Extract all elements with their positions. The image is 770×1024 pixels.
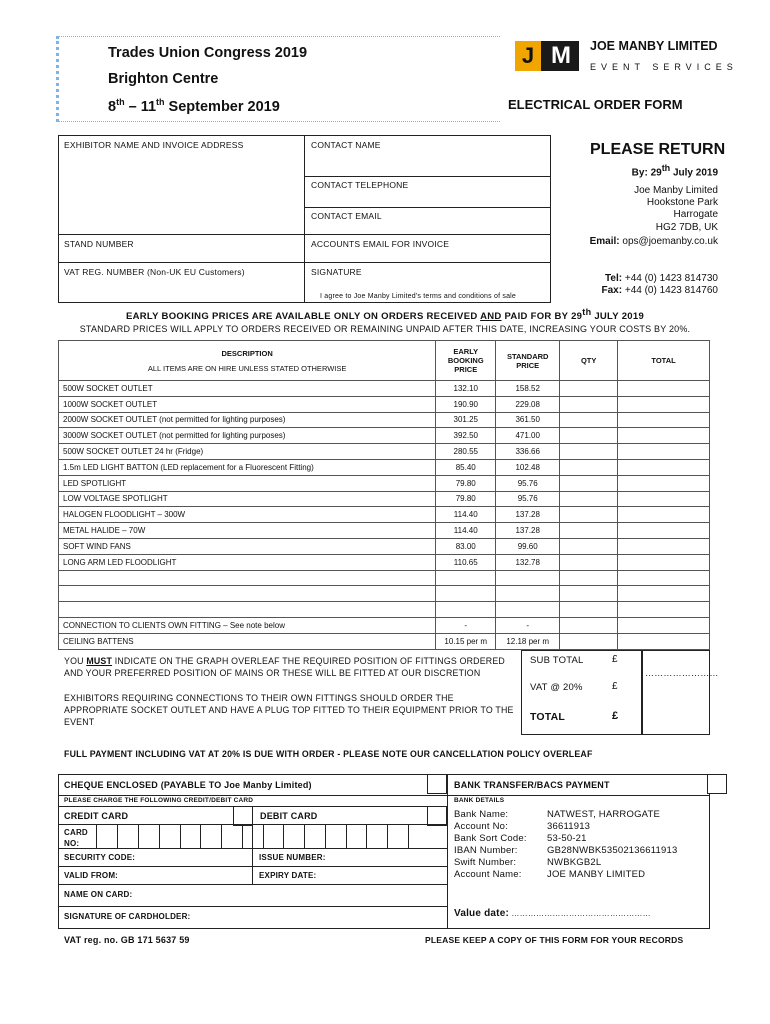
qty-input[interactable] <box>560 617 618 633</box>
table-row <box>59 396 710 412</box>
qty-input[interactable] <box>560 412 618 428</box>
early-price: 110.65 <box>436 554 496 570</box>
item-description: LOW VOLTAGE SPOTLIGHT <box>59 491 436 507</box>
grid-divider <box>58 866 447 867</box>
qty-input[interactable] <box>560 523 618 539</box>
total-input[interactable] <box>618 602 710 618</box>
contact-email-field[interactable]: CONTACT EMAIL <box>311 211 382 221</box>
card-digit-box[interactable] <box>159 824 181 849</box>
return-address-line: Hookstone Park <box>646 197 718 208</box>
standard-price-header: STANDARD PRICE <box>496 341 560 381</box>
card-digit-box[interactable] <box>138 824 160 849</box>
item-description: LED SPOTLIGHT <box>59 475 436 491</box>
qty-input[interactable] <box>560 538 618 554</box>
early-price-header: EARLY BOOKING PRICE <box>436 341 496 381</box>
total-input[interactable] <box>618 412 710 428</box>
credit-card-label: CREDIT CARD <box>64 811 129 821</box>
table-row <box>59 475 710 491</box>
item-description <box>59 586 436 602</box>
early-booking-notice: EARLY BOOKING PRICES ARE AVAILABLE ONLY ON ORDERS RECEIVED AND PAID FOR BY 29th JULY 2019 <box>125 307 645 323</box>
early-price: 85.40 <box>436 459 496 475</box>
bank-detail-key: Swift Number: <box>454 857 517 868</box>
debit-card-label: DEBIT CARD <box>260 811 318 821</box>
bank-detail-key: Account No: <box>454 821 508 832</box>
early-price: 301.25 <box>436 412 496 428</box>
bank-detail-value: 36611913 <box>547 821 591 832</box>
return-address-line: Joe Manby Limited <box>634 185 718 196</box>
total-input[interactable] <box>618 444 710 460</box>
card-digit-box[interactable] <box>221 824 243 849</box>
item-description: HALOGEN FLOODLIGHT – 300W <box>59 507 436 523</box>
grid-divider <box>447 774 448 929</box>
grid-divider <box>58 795 710 796</box>
card-digit-box[interactable] <box>117 824 139 849</box>
total-input[interactable] <box>618 381 710 397</box>
grid-divider <box>58 906 447 907</box>
cardholder-signature-field[interactable]: SIGNATURE OF CARDHOLDER: <box>64 912 191 921</box>
qty-input[interactable] <box>560 570 618 586</box>
card-digit-box[interactable] <box>180 824 201 849</box>
early-price <box>436 570 496 586</box>
please-return-title: PLEASE RETURN <box>590 141 726 158</box>
table-row <box>59 602 710 618</box>
qty-input[interactable] <box>560 396 618 412</box>
table-row <box>59 617 710 633</box>
qty-input[interactable] <box>560 602 618 618</box>
standard-price: 95.76 <box>496 475 560 491</box>
total-header: TOTAL <box>618 341 710 381</box>
payment-due-note: FULL PAYMENT INCLUDING VAT AT 20% IS DUE WITH ORDER - PLEASE NOTE OUR CANCELLATION POLICY OVERLEAF <box>64 749 593 759</box>
card-digit-box[interactable] <box>304 824 326 849</box>
card-digit-box[interactable] <box>263 824 284 849</box>
table-row <box>59 554 710 570</box>
table-row <box>59 538 710 554</box>
card-digit-box[interactable] <box>387 824 409 849</box>
item-description: LONG ARM LED FLOODLIGHT <box>59 554 436 570</box>
standard-price: - <box>496 617 560 633</box>
early-price: 114.40 <box>436 523 496 539</box>
bank-transfer-label: BANK TRANSFER/BACS PAYMENT <box>454 780 610 790</box>
bank-detail-value: JOE MANBY LIMITED <box>547 869 646 880</box>
bank-transfer-checkbox[interactable] <box>707 774 727 794</box>
bank-details-label: BANK DETAILS <box>454 797 505 804</box>
event-venue: Brighton Centre <box>108 71 219 87</box>
item-description: CONNECTION TO CLIENTS OWN FITTING – See note below <box>59 617 436 633</box>
fitting-position-note: YOU MUST INDICATE ON THE GRAPH OVERLEAF THE REQUIRED POSITION OF FITTINGS ORDERED AND YOUR PREFERRED POSITION OF MAINS OR THESE WILL BE FITTED AT OUR DISCRETION <box>64 656 505 678</box>
standard-price: 361.50 <box>496 412 560 428</box>
bank-detail-value: NATWEST, HARROGATE <box>547 809 661 820</box>
standard-price: 137.28 <box>496 507 560 523</box>
table-row <box>59 570 710 586</box>
issue-number-field[interactable]: ISSUE NUMBER: <box>259 853 326 862</box>
charge-card-label: PLEASE CHARGE THE FOLLOWING CREDIT/DEBIT CARD <box>64 797 254 804</box>
item-description: 2000W SOCKET OUTLET (not permitted for lighting purposes) <box>59 412 436 428</box>
standard-price: 336.66 <box>496 444 560 460</box>
item-description: 500W SOCKET OUTLET <box>59 381 436 397</box>
qty-input[interactable] <box>560 586 618 602</box>
total-input[interactable] <box>618 586 710 602</box>
card-digit-box[interactable] <box>283 824 305 849</box>
event-dates: 8th – 11th September 2019 <box>108 97 280 115</box>
signature-field[interactable]: SIGNATURE <box>311 267 362 277</box>
description-header: DESCRIPTION ALL ITEMS ARE ON HIRE UNLESS STATED OTHERWISE <box>59 341 436 381</box>
total-input[interactable] <box>618 396 710 412</box>
bank-detail-value: 53-50-21 <box>547 833 587 844</box>
card-digit-box[interactable] <box>200 824 222 849</box>
stand-number-field[interactable]: STAND NUMBER <box>64 239 134 249</box>
card-digit-box[interactable] <box>325 824 347 849</box>
bank-detail-key: Bank Sort Code: <box>454 833 527 844</box>
value-date-field[interactable]: Value date: …………………………………………… <box>454 908 651 919</box>
table-row <box>59 381 710 397</box>
total-input[interactable] <box>618 570 710 586</box>
item-description: 500W SOCKET OUTLET 24 hr (Fridge) <box>59 444 436 460</box>
table-row <box>59 586 710 602</box>
table-row <box>59 412 710 428</box>
early-price: 392.50 <box>436 428 496 444</box>
early-price: 83.00 <box>436 538 496 554</box>
standard-price: 471.00 <box>496 428 560 444</box>
total-input[interactable] <box>618 459 710 475</box>
bank-detail-key: IBAN Number: <box>454 845 518 856</box>
contact-telephone-field[interactable]: CONTACT TELEPHONE <box>311 180 409 190</box>
total-label: TOTAL <box>530 711 566 723</box>
early-price: 132.10 <box>436 381 496 397</box>
return-email[interactable]: Email: ops@joemanby.co.uk <box>589 236 718 247</box>
qty-input[interactable] <box>560 428 618 444</box>
total-input[interactable] <box>618 428 710 444</box>
grid-divider <box>58 234 551 235</box>
qty-input[interactable] <box>560 554 618 570</box>
company-subtitle: EVENT SERVICES <box>590 62 738 72</box>
items-price-table <box>58 340 710 650</box>
form-title: ELECTRICAL ORDER FORM <box>508 97 683 112</box>
standard-price: 12.18 per m <box>496 633 560 649</box>
company-logo: J M <box>515 41 579 71</box>
total-input[interactable] <box>618 617 710 633</box>
qty-input[interactable] <box>560 633 618 649</box>
total-currency: £ <box>612 710 619 722</box>
grid-divider <box>58 884 447 885</box>
standard-price <box>496 586 560 602</box>
standard-price: 99.60 <box>496 538 560 554</box>
cheque-label: CHEQUE ENCLOSED (PAYABLE TO Joe Manby Limited) <box>64 780 312 790</box>
card-digit-box[interactable] <box>366 824 388 849</box>
vat-registration: VAT reg. no. GB 171 5637 59 <box>64 935 190 945</box>
early-price: 280.55 <box>436 444 496 460</box>
qty-input[interactable] <box>560 491 618 507</box>
total-input[interactable] <box>618 554 710 570</box>
credit-card-checkbox[interactable] <box>233 806 253 826</box>
keep-copy-note: PLEASE KEEP A COPY OF THIS FORM FOR YOUR RECORDS <box>425 935 684 945</box>
early-price <box>436 602 496 618</box>
item-description: CEILING BATTENS <box>59 633 436 649</box>
company-name: JOE MANBY LIMITED <box>590 39 718 53</box>
item-description <box>59 602 436 618</box>
qty-input[interactable] <box>560 381 618 397</box>
grid-divider <box>58 262 551 263</box>
early-price: 190.90 <box>436 396 496 412</box>
exhibitor-address-field[interactable]: EXHIBITOR NAME AND INVOICE ADDRESS <box>64 140 244 150</box>
total-input[interactable] <box>618 475 710 491</box>
bank-detail-value: GB28NWBK53502136611913 <box>547 845 678 856</box>
standard-price: 132.78 <box>496 554 560 570</box>
standard-price: 95.76 <box>496 491 560 507</box>
item-description: SOFT WIND FANS <box>59 538 436 554</box>
table-row <box>59 428 710 444</box>
own-fittings-note: EXHIBITORS REQUIRING CONNECTIONS TO THEIR OWN FITTINGS SHOULD ORDER THE APPROPRIATE SOCKET OUTLET AND HAVE A PLUG TOP FITTED TO THEIR EQUIPMENT PRIOR TO THE EVENT <box>64 693 514 727</box>
early-price: 10.15 per m <box>436 633 496 649</box>
card-digit-box[interactable] <box>408 824 448 849</box>
grid-divider <box>304 135 305 303</box>
total-input[interactable] <box>618 491 710 507</box>
debit-card-checkbox[interactable] <box>427 806 447 826</box>
security-code-field[interactable]: SECURITY CODE: <box>64 853 136 862</box>
subtotal-label: SUB TOTAL <box>530 655 584 666</box>
terms-agreement: I agree to Joe Manby Limited's terms and conditions of sale <box>320 293 517 300</box>
bank-detail-key: Bank Name: <box>454 809 509 820</box>
vat-reg-field[interactable]: VAT REG. NUMBER (Non-UK EU Customers) <box>64 267 245 277</box>
card-digit-box[interactable] <box>242 824 264 849</box>
vat-currency: £ <box>612 681 618 692</box>
event-name: Trades Union Congress 2019 <box>108 45 308 61</box>
bank-detail-value: NWBKGB2L <box>547 857 602 868</box>
return-address-line: Harrogate <box>673 209 718 220</box>
item-description: 3000W SOCKET OUTLET (not permitted for lighting purposes) <box>59 428 436 444</box>
name-on-card-field[interactable]: NAME ON CARD: <box>64 890 133 899</box>
qty-header: QTY <box>560 341 618 381</box>
return-address-line: HG2 7DB, UK <box>655 222 718 233</box>
qty-input[interactable] <box>560 475 618 491</box>
item-description: 1.5m LED LIGHT BATTON (LED replacement for a Fluorescent Fitting) <box>59 459 436 475</box>
card-digit-box[interactable] <box>346 824 367 849</box>
total-input[interactable] <box>618 633 710 649</box>
totals-value-box[interactable] <box>642 650 710 735</box>
valid-from-field[interactable]: VALID FROM: <box>64 871 119 880</box>
total-input[interactable] <box>618 507 710 523</box>
expiry-date-field[interactable]: EXPIRY DATE: <box>259 871 317 880</box>
total-input[interactable] <box>618 538 710 554</box>
return-fax: Fax: +44 (0) 1423 814760 <box>601 285 718 296</box>
qty-input[interactable] <box>560 507 618 523</box>
table-row <box>59 459 710 475</box>
contact-name-field[interactable]: CONTACT NAME <box>311 140 381 150</box>
grid-divider <box>304 207 551 208</box>
table-row <box>59 491 710 507</box>
card-digit-box[interactable] <box>96 824 118 849</box>
subtotal-currency: £ <box>612 654 618 665</box>
item-description: METAL HALIDE – 70W <box>59 523 436 539</box>
accounts-email-field[interactable]: ACCOUNTS EMAIL FOR INVOICE <box>311 239 450 249</box>
table-row <box>59 633 710 649</box>
standard-price: 102.48 <box>496 459 560 475</box>
standard-price-notice: STANDARD PRICES WILL APPLY TO ORDERS RECEIVED OR REMAINING UNPAID AFTER THIS DATE, INCREASING YOUR COSTS BY 20%. <box>79 324 691 334</box>
early-price <box>436 586 496 602</box>
standard-price: 158.52 <box>496 381 560 397</box>
qty-input[interactable] <box>560 444 618 460</box>
table-row <box>59 444 710 460</box>
return-telephone: Tel: +44 (0) 1423 814730 <box>605 273 718 284</box>
standard-price: 229.08 <box>496 396 560 412</box>
cheque-checkbox[interactable] <box>427 774 447 794</box>
table-row <box>59 523 710 539</box>
return-deadline: By: 29th July 2019 <box>631 163 718 179</box>
item-description: 1000W SOCKET OUTLET <box>59 396 436 412</box>
early-price: - <box>436 617 496 633</box>
early-price: 79.80 <box>436 491 496 507</box>
standard-price <box>496 602 560 618</box>
qty-input[interactable] <box>560 459 618 475</box>
card-number-label: CARD NO: <box>64 828 88 848</box>
standard-price <box>496 570 560 586</box>
early-price: 114.40 <box>436 507 496 523</box>
item-description <box>59 570 436 586</box>
standard-price: 137.28 <box>496 523 560 539</box>
grid-divider <box>304 176 551 177</box>
table-row <box>59 507 710 523</box>
subtotal-dots: …………………… <box>645 668 719 678</box>
early-price: 79.80 <box>436 475 496 491</box>
bank-detail-key: Account Name: <box>454 869 522 880</box>
total-input[interactable] <box>618 523 710 539</box>
vat-label: VAT @ 20% <box>530 682 583 693</box>
